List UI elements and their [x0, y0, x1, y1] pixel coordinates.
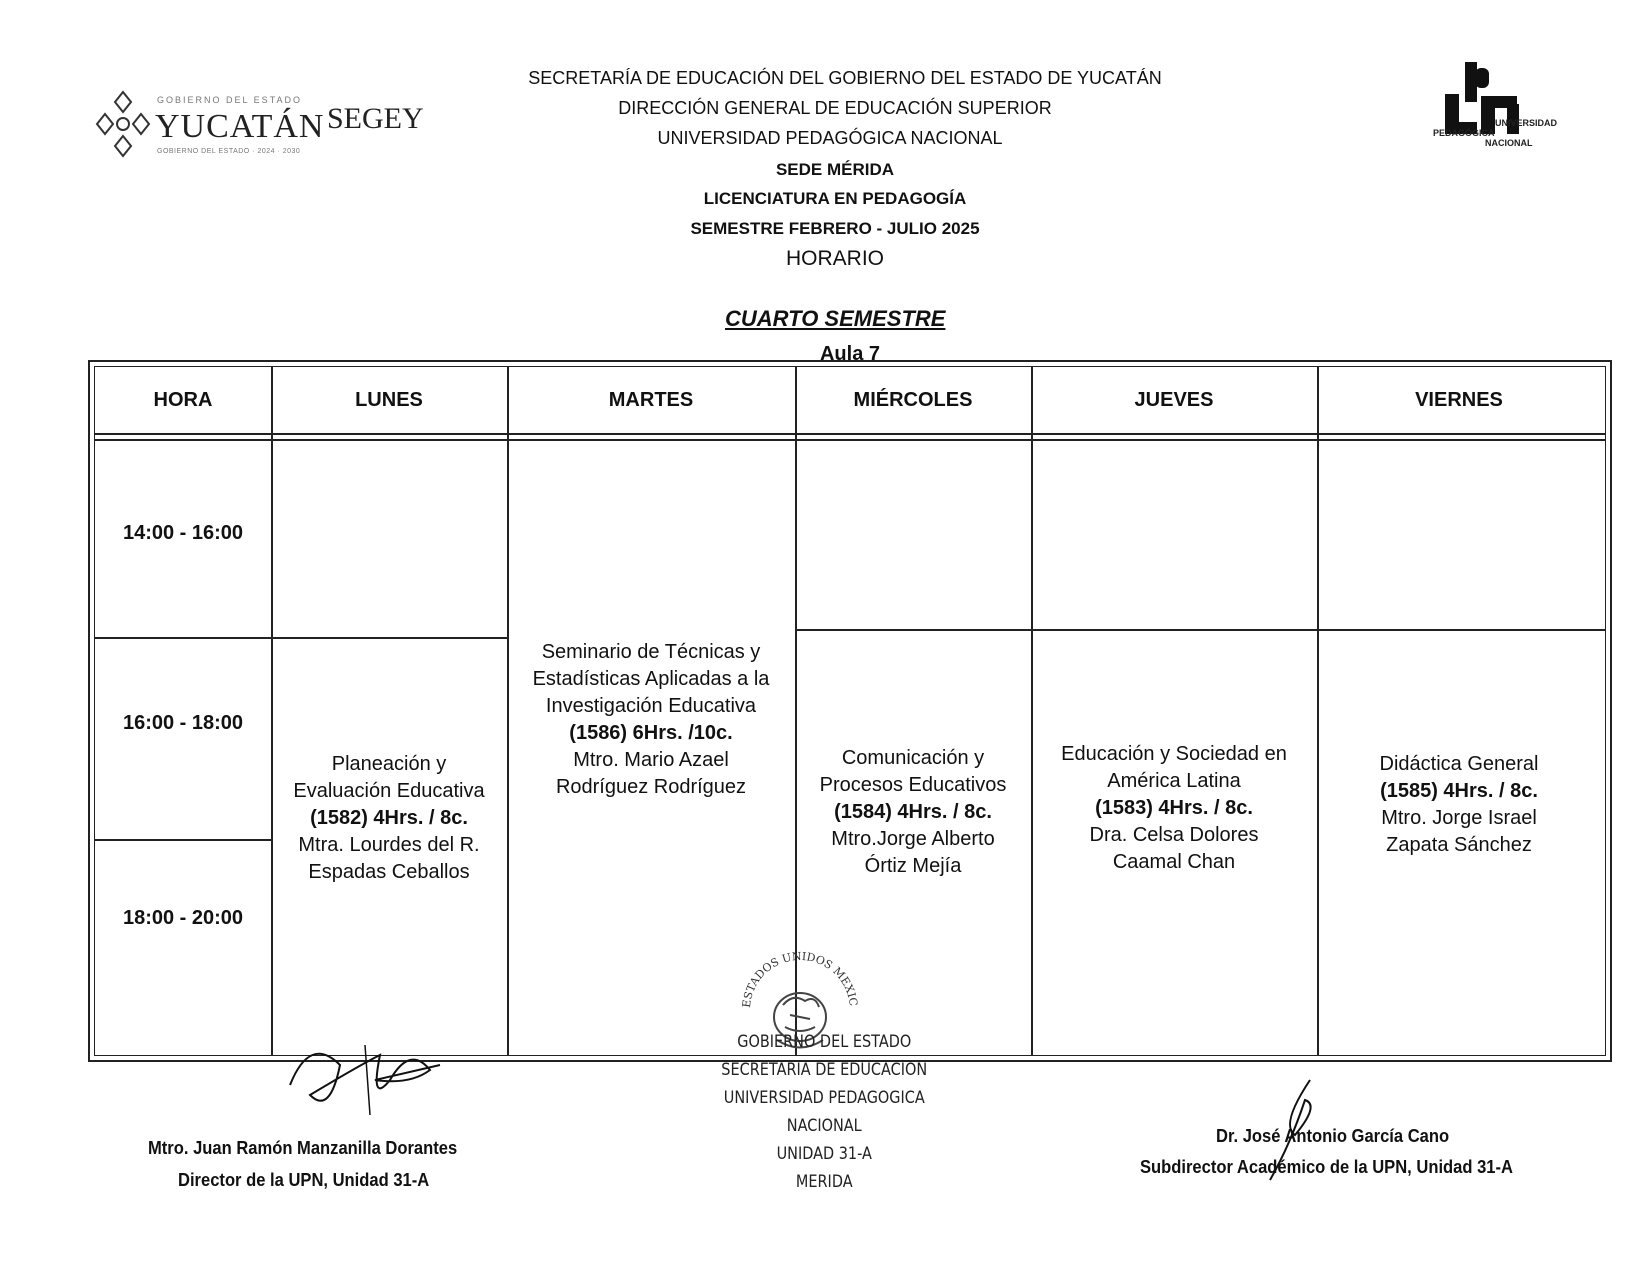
- seal-text-3: UNIVERSIDAD PEDAGOGICA: [723, 1088, 925, 1108]
- semester-title: CUARTO SEMESTRE: [725, 306, 946, 331]
- course-lunes-teacher-1: Mtra. Lourdes del R.: [298, 834, 480, 856]
- course-martes-teacher-1: Mtro. Mario Azael: [573, 749, 729, 771]
- hour-slot-2: 16:00 - 18:00: [122, 712, 244, 734]
- hour-slot-3: 18:00 - 20:00: [122, 907, 244, 929]
- seal-text-5: UNIDAD 31-A: [776, 1144, 872, 1164]
- signature-left-scribble: [270, 1025, 460, 1130]
- course-jueves-teacher-2: Caamal Chan: [1112, 851, 1236, 873]
- header-line-4: SEDE MÉRIDA: [775, 160, 895, 179]
- header-viernes: VIERNES: [1415, 388, 1503, 411]
- course-martes-title-1: Seminario de Técnicas y: [541, 641, 761, 663]
- course-lunes-code: (1582) 4Hrs. / 8c.: [310, 807, 468, 829]
- course-miercoles-teacher-1: Mtro.Jorge Alberto: [831, 828, 995, 850]
- course-miercoles-title-2: Procesos Educativos: [819, 774, 1007, 796]
- course-jueves: [1031, 741, 1317, 876]
- header-line-6: SEMESTRE FEBRERO - JULIO 2025: [690, 219, 980, 238]
- signature-right-name: Dr. José Antonio García Cano: [1216, 1126, 1450, 1146]
- course-miercoles-teacher-2: Órtiz Mejía: [864, 855, 962, 877]
- yucatan-logo-word: YUCATÁN: [155, 108, 325, 145]
- course-lunes: [271, 751, 507, 886]
- seal-text-6: MERIDA: [795, 1172, 853, 1192]
- segey-logo: SEGEY: [327, 102, 424, 135]
- seal-text-4: NACIONAL: [786, 1116, 862, 1136]
- header-jueves: JUEVES: [1134, 388, 1214, 411]
- header-line-2: DIRECCIÓN GENERAL DE EDUCACIÓN SUPERIOR: [618, 98, 1052, 118]
- course-viernes-teacher-2: Zapata Sánchez: [1386, 834, 1532, 856]
- seal-ring-text: ESTADOS UNIDOS MEXIC: [739, 949, 860, 1009]
- course-miercoles-title-1: Comunicación y: [841, 747, 985, 769]
- header-miercoles: MIÉRCOLES: [853, 388, 973, 411]
- hour-slot-1: 14:00 - 16:00: [122, 522, 244, 544]
- header-hora: HORA: [153, 388, 213, 411]
- course-jueves-teacher-1: Dra. Celsa Dolores: [1089, 824, 1259, 846]
- course-martes-title-3: Investigación Educativa: [545, 695, 757, 717]
- yucatan-logo-top-text: GOBIERNO DEL ESTADO: [157, 95, 303, 105]
- course-viernes: [1317, 751, 1601, 859]
- upn-logo-line2: PEDAGÓGICA: [1433, 128, 1495, 138]
- course-martes-title-2: Estadísticas Aplicadas a la: [532, 668, 770, 690]
- signature-right-title: Subdirector Académico de la UPN, Unidad 31-A: [1140, 1157, 1513, 1177]
- header-martes: MARTES: [608, 388, 694, 411]
- course-martes-code: (1586) 6Hrs. /10c.: [569, 722, 733, 744]
- course-jueves-title-2: América Latina: [1107, 770, 1241, 792]
- classroom-label: Aula 7: [819, 343, 881, 365]
- seal-text-1: GOBIERNO DEL ESTADO: [737, 1032, 912, 1052]
- course-miercoles-code: (1584) 4Hrs. / 8c.: [834, 801, 992, 823]
- signature-left-title: Director de la UPN, Unidad 31-A: [178, 1170, 430, 1190]
- course-jueves-code: (1583) 4Hrs. / 8c.: [1095, 797, 1253, 819]
- course-viernes-title-1: Didáctica General: [1379, 753, 1539, 775]
- header-line-7: HORARIO: [785, 247, 884, 270]
- course-viernes-teacher-1: Mtro. Jorge Israel: [1381, 807, 1537, 829]
- upn-logo-line3: NACIONAL: [1485, 138, 1533, 148]
- course-lunes-title-2: Evaluación Educativa: [293, 780, 485, 802]
- seal-text-2: SECRETARIA DE EDUCACION: [721, 1060, 928, 1080]
- signature-left-name: Mtro. Juan Ramón Manzanilla Dorantes: [148, 1138, 458, 1158]
- course-miercoles: [795, 745, 1031, 880]
- course-martes-teacher-2: Rodríguez Rodríguez: [555, 776, 747, 798]
- header-lunes: LUNES: [355, 388, 423, 411]
- header-line-1: SECRETARÍA DE EDUCACIÓN DEL GOBIERNO DEL ESTADO DE YUCATÁN: [528, 68, 1162, 88]
- yucatan-logo-bottom-text: GOBIERNO DEL ESTADO · 2024 · 2030: [157, 148, 301, 155]
- header-line-5: LICENCIATURA EN PEDAGOGÍA: [703, 189, 967, 208]
- course-martes: [507, 639, 795, 801]
- course-jueves-title-1: Educación y Sociedad en: [1061, 743, 1287, 765]
- course-lunes-title-1: Planeación y: [331, 753, 447, 775]
- upn-logo-line1: UNIVERSIDAD: [1495, 118, 1558, 128]
- course-viernes-code: (1585) 4Hrs. / 8c.: [1380, 780, 1538, 802]
- course-lunes-teacher-2: Espadas Ceballos: [308, 861, 470, 883]
- header-line-3: UNIVERSIDAD PEDAGÓGICA NACIONAL: [657, 128, 1003, 148]
